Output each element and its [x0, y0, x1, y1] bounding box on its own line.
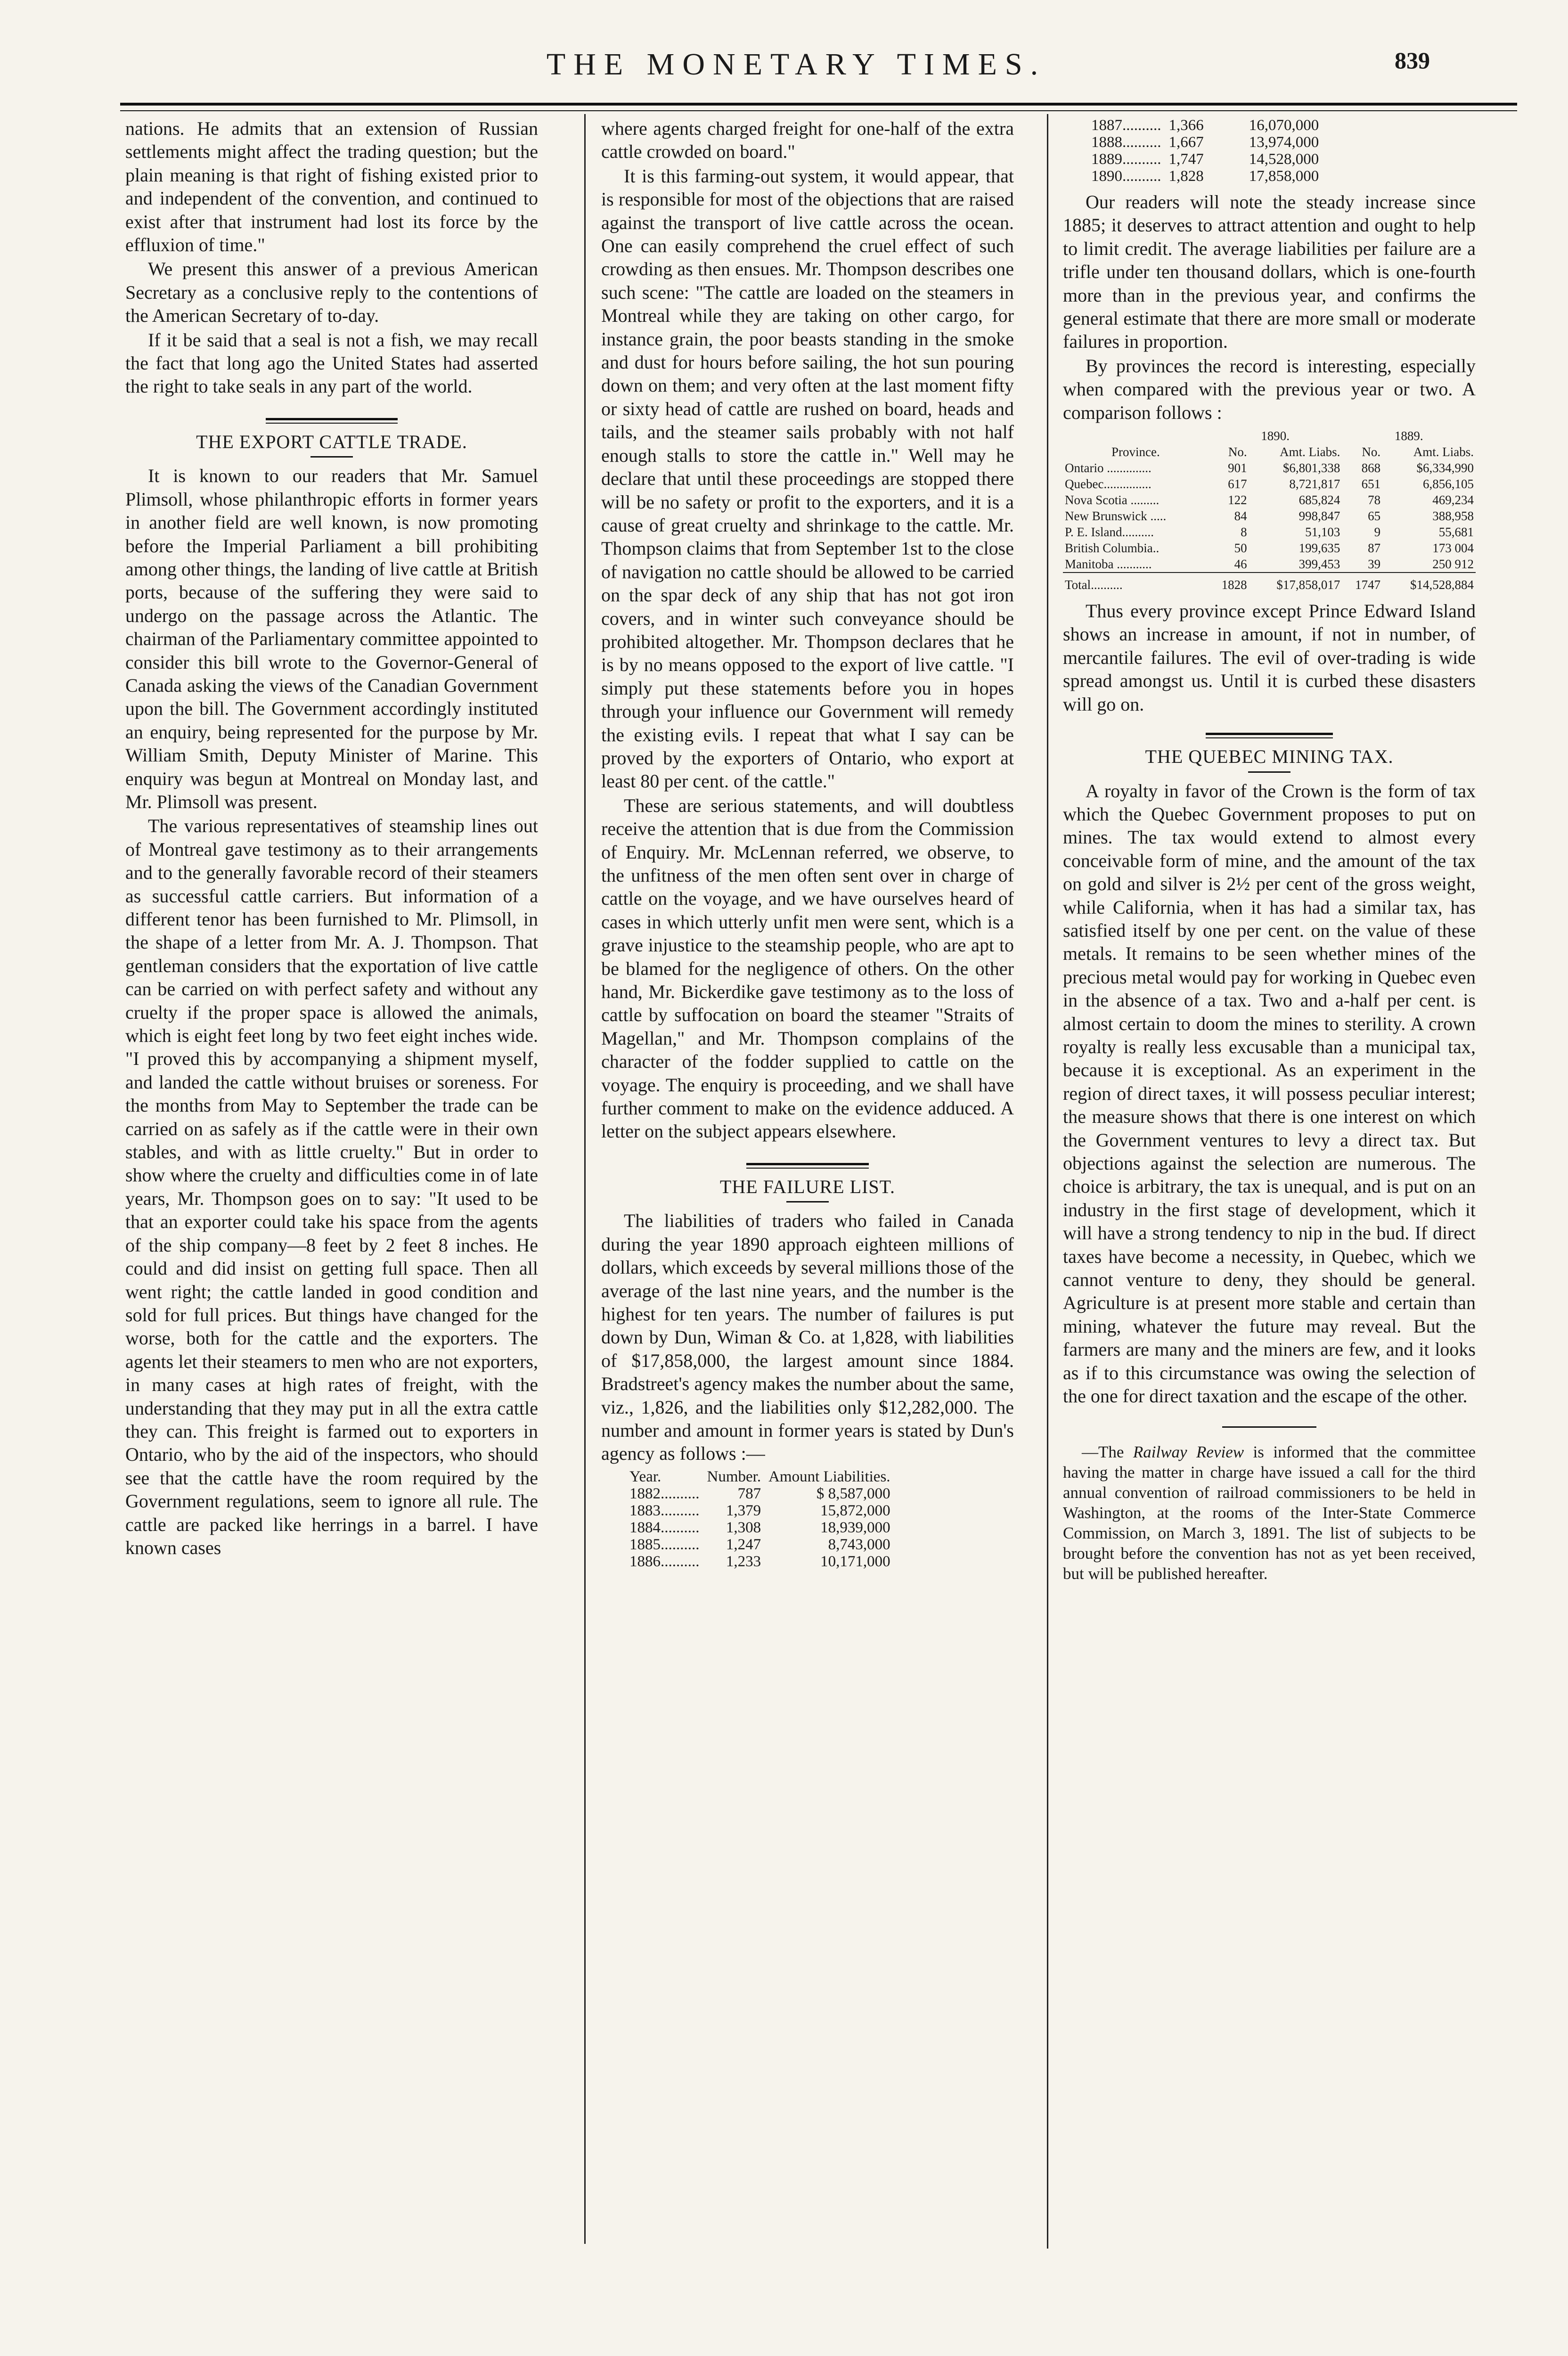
table-cell: 10,171,000 — [820, 1553, 890, 1570]
failures-by-province-table — [1063, 428, 1476, 593]
table-cell: British Columbia.. — [1065, 541, 1160, 556]
table-cell: 1,308 — [726, 1519, 761, 1536]
note-text: —The — [1082, 1443, 1133, 1462]
failures-by-year-table — [601, 1468, 1014, 1570]
table-cell: 1888.......... — [1091, 134, 1161, 151]
table-cell: 15,872,000 — [820, 1502, 890, 1519]
table-cell: 1,667 — [1168, 134, 1204, 151]
table-row — [629, 1553, 898, 1570]
table-cell: 50 — [1234, 541, 1247, 556]
divider — [1222, 1426, 1316, 1428]
table-cell: 55,681 — [1438, 525, 1474, 540]
section-rule — [266, 418, 398, 424]
paragraph: It is known to our readers that Mr. Samuel Plimsoll, whose philanthropic efforts in former years in another field are well known, is now promoting before the Imperial Parliament a bill prohibiting among other things, the landing of live cattle at British ports, because of the suffering they were said to undergo on the passage across the Atlantic. The chairman of the Parliamentary committee appointed to consider this bill wrote to the Governor-General of Canada asking the views of the Canadian Government upon the bill. The Government accordingly instituted an enquiry, being represented for the purpose by Mr. William Smith, Deputy Minister of Marine. This enquiry was begun at Montreal on Monday last, and Mr. Plimsoll was present. — [125, 465, 538, 812]
table-cell: 46 — [1234, 557, 1247, 572]
section-heading: THE FAILURE LIST. — [719, 1176, 896, 1197]
news-note — [1063, 1442, 1476, 1584]
table-cell: 65 — [1368, 509, 1381, 524]
table-cell: 1,379 — [726, 1502, 761, 1519]
column-divider — [584, 114, 586, 2244]
table-cell: 250 912 — [1432, 557, 1474, 572]
table-row — [629, 1519, 898, 1536]
paragraph: The various representatives of steamship lines out of Montreal gave testimony as to their arrangements and to the generally favorable record of their steamers as successful cattle carriers. But information of a different tenor has been furnished to Mr. Plimsoll, in the shape of a letter from Mr. A. J. Thompson. That gentleman considers that the exportation of live cattle can be carried on with perfect safety and without any cruelty if the proper space is allowed the animals, which is eight feet long by two feet eight inches wide. "I proved this by accompanying a shipment myself, and landed the cattle without bruises or soreness. For the months from May to September the trade can be carried on as safely as if the cattle were in their own stables, and with as little cruelty." But in order to show where the cruelty and difficulties come in of late years, Mr. Thompson goes on to say: "It used to be that an exporter could take his space from the agents of the ship company—8 feet by 2 feet 8 inches. He could and did insist on getting full space. Then all went right; the cattle landed in good condition and sold for full prices. But things have changed for the worse, both for the cattle and the exporters. The agents let their steamers to men who are not exporters, in many cases at high rates of freight, with the understanding that they may put in all the extra cattle they can. This freight is farmed out to exporters in Ontario, who by the aid of the inspectors, who should see that the cattle have the room required by the Government regulations, seem to ignore all rule. The cattle are packed like herrings in a barrel. I have known cases — [125, 815, 538, 1558]
table-cell: $6,801,338 — [1282, 461, 1340, 475]
table-cell: Manitoba ........... — [1065, 557, 1152, 572]
table-cell: 1885.......... — [629, 1536, 700, 1553]
table-header-row — [629, 1468, 898, 1485]
paragraph: By provinces the record is interesting, especially when compared with the previous year or two. A comparison follows : — [1063, 355, 1476, 423]
column-header: Amount Liabilities. — [768, 1468, 890, 1485]
table-cell: 1747 — [1342, 573, 1382, 593]
table-row — [629, 1536, 898, 1553]
table-cell: $14,528,884 — [1382, 573, 1476, 593]
paragraph: Our readers will note the steady increase since 1885; it deserves to attract attention and ought to help to limit credit. The average liabilities per failure are a trifle under ten thousand dollars, which is one-fourth more than in the previous year, and confirms the general estimate that there are more small or moderate failures in proportion. — [1063, 191, 1476, 352]
section-heading: THE EXPORT CATTLE TRADE. — [196, 431, 467, 452]
table-cell: 78 — [1368, 493, 1381, 507]
paragraph: We present this answer of a previous American Secretary as a conclusive reply to the contentions of the American Secretary of to-day. — [125, 258, 538, 327]
table-cell: 199,635 — [1298, 541, 1340, 556]
column-header: Number. — [707, 1468, 761, 1485]
table-cell: Ontario .............. — [1065, 461, 1152, 475]
publication-name: Railway Review — [1133, 1443, 1244, 1462]
table-cell: $6,334,990 — [1416, 461, 1474, 475]
column-header: No. — [1362, 445, 1381, 459]
table-row — [1063, 508, 1476, 524]
table-cell: 6,856,105 — [1423, 477, 1474, 491]
table-row — [1091, 117, 1326, 134]
table-cell: P. E. Island.......... — [1065, 525, 1154, 540]
heading-underline — [310, 456, 353, 458]
table-cell: 9 — [1374, 525, 1381, 540]
paragraph: These are serious statements, and will doubtless receive the attention that is due from the Commission of Enquiry. Mr. McLennan referred, we observe, to the unfitness of the men often sent over in charge of cattle on the voyage, and we have ourselves heard of cases in which utterly unfit men were sent, which is a grave injustice to the steamship people, who are apt to be blamed for the negligence of others. On the other hand, Mr. Bickerdike gave testimony as to the loss of cattle by suffocation on board the steamer "Straits of Magellan," and Mr. Thompson complains of the character of the fodder supplied to cattle on the voyage. The enquiry is proceeding, and we shall have further comment to make on the evidence adduced. A letter on the subject appears elsewhere. — [601, 794, 1014, 1142]
table-row — [1063, 524, 1476, 540]
failures-by-year-table-continued — [1063, 117, 1476, 185]
table-cell: 399,453 — [1298, 557, 1340, 572]
table-cell: Nova Scotia ......... — [1065, 493, 1160, 507]
table-row — [1063, 460, 1476, 476]
table-year-row — [1063, 428, 1476, 444]
paragraph: nations. He admits that an extension of Russian settlements might affect the trading question; but the plain meaning is that right of fishing existed prior to and independent of the convention, and continued to exist after that instrument had lost its force by the effluxion of time." — [125, 118, 538, 256]
table-cell: 13,974,000 — [1249, 134, 1319, 151]
page-number: 839 — [1395, 47, 1430, 74]
table-cell: 1,366 — [1168, 117, 1204, 134]
paragraph: If it be said that a seal is not a fish, we may recall the fact that long ago the United States had asserted the right to take seals in any part of the world. — [125, 329, 538, 397]
column-header: Amt. Liabs. — [1280, 445, 1340, 459]
table-cell: 1890.......... — [1091, 168, 1161, 185]
table-cell: Total.......... — [1063, 573, 1209, 593]
table-cell: 51,103 — [1305, 525, 1340, 540]
table-cell: 122 — [1228, 493, 1247, 507]
table-cell: 651 — [1361, 477, 1381, 491]
table-cell: $ 8,587,000 — [816, 1485, 890, 1502]
column-group-header: 1889. — [1394, 429, 1423, 443]
table-row — [1091, 134, 1326, 151]
table-cell: 998,847 — [1298, 509, 1340, 524]
column-3 — [1063, 117, 1476, 1584]
table-cell: 1883.......... — [629, 1502, 700, 1519]
table-cell: New Brunswick ..... — [1065, 509, 1167, 524]
table-cell: 1,828 — [1168, 168, 1204, 185]
table-cell: 14,528,000 — [1249, 151, 1319, 168]
table-cell: 617 — [1228, 477, 1247, 491]
heading-underline — [1248, 771, 1290, 773]
table-cell: 1,747 — [1168, 151, 1204, 168]
heading-underline — [786, 1201, 829, 1203]
section-rule — [1206, 733, 1333, 738]
table-cell: 8 — [1241, 525, 1247, 540]
column-header: Year. — [629, 1468, 662, 1485]
table-cell: 1886.......... — [629, 1553, 700, 1570]
table-row — [629, 1485, 898, 1502]
table-cell: 1,233 — [726, 1553, 761, 1570]
table-cell: 84 — [1234, 509, 1247, 524]
table-row — [1063, 556, 1476, 573]
paragraph: where agents charged freight for one-half of the extra cattle crowded on board." — [601, 118, 1014, 163]
table-cell: 901 — [1228, 461, 1247, 475]
table-row — [1063, 492, 1476, 508]
table-row — [1063, 540, 1476, 556]
masthead: THE MONETARY TIMES. — [546, 47, 1046, 82]
table-cell: 8,721,817 — [1289, 477, 1340, 491]
table-total-row — [1063, 573, 1476, 593]
table-cell: 1882.......... — [629, 1485, 700, 1502]
table-cell: 1,247 — [726, 1536, 761, 1553]
column-header: Amt. Liabs. — [1413, 445, 1474, 459]
header-rule — [120, 103, 1517, 111]
table-header-row — [1063, 444, 1476, 460]
table-row — [1091, 151, 1326, 168]
table-cell: Quebec............... — [1065, 477, 1152, 491]
column-2 — [601, 117, 1014, 1576]
column-group-header: 1890. — [1261, 429, 1290, 443]
column-1 — [125, 117, 538, 1560]
paragraph: A royalty in favor of the Crown is the form of tax which the Quebec Government proposes to put on mines. The tax would extend to almost every conceivable form of mine, and the amount of the tax on gold and silver is 2½ per cent of the gross weight, while California, when it has had a similar tax, has satisfied itself by one per cent. on the value of these metals. It remains to be seen whether mines of the precious metal would pay for working in Quebec even in the absence of a tax. Two and a-half per cent. is almost certain to doom the mines to sterility. A crown royalty is really less excusable than a municipal tax, because it is exceptional. As an experiment in the region of direct taxes, it will possess peculiar interest; the measure shows that there is one interest on which the Government ventures to levy a direct tax. But objections against the selection are numerous. The choice is arbitrary, the tax is unequal, and is put on an industry in the first stage of development, which it will have a strong tendency to nip in the bud. If direct taxes have become a necessity, in Quebec, which we cannot venture to deny, they should be general. Agriculture is at present more stable and certain than mining, whatever the future may reveal. But the farmers are many and the miners are few, and it looks as if to this circumstance was owing the selection of the one for direct taxation and the escape of the other. — [1063, 780, 1476, 1407]
section-rule — [746, 1163, 869, 1169]
table-cell: 469,234 — [1432, 493, 1474, 507]
paragraph: Thus every province except Prince Edward Island shows an increase in amount, if not in number, of mercantile failures. The evil of over-trading is wide spread amongst us. Until it is curbed these disasters will go on. — [1063, 600, 1476, 715]
column-divider — [1047, 114, 1048, 2249]
table-cell: 1828 — [1209, 573, 1249, 593]
table-cell: 1889.......... — [1091, 151, 1161, 168]
table-cell: $17,858,017 — [1249, 573, 1342, 593]
table-cell: 87 — [1368, 541, 1381, 556]
table-cell: 685,824 — [1298, 493, 1340, 507]
paragraph: The liabilities of traders who failed in Canada during the year 1890 approach eighteen millions of dollars, which exceeds by several millions those of the average of the last nine years, and the number is the highest for ten years. The number of failures is put down by Dun, Wiman & Co. at 1,828, with liabilities of $17,858,000, the largest amount since 1884. Bradstreet's agency makes the number about the same, viz., 1,826, and the liabilities only $12,282,000. The number and amount in former years is stated by Dun's agency as follows :— — [601, 1210, 1014, 1464]
table-row — [1063, 476, 1476, 492]
table-cell: 1887.......... — [1091, 117, 1161, 134]
table-cell: 8,743,000 — [828, 1536, 890, 1553]
table-cell: 18,939,000 — [820, 1519, 890, 1536]
page-edge — [0, 2215, 1568, 2219]
column-header: Province. — [1111, 445, 1160, 459]
table-cell: 39 — [1368, 557, 1381, 572]
paragraph: It is this farming-out system, it would appear, that is responsible for most of the objections that are raised against the transport of live cattle across the ocean. One can easily comprehend the cruel effect of such crowding as then ensues. Mr. Thompson describes one such scene: "The cattle are loaded on the steamers in Montreal while they are taking on other cargo, for instance grain, the poor beasts standing in the smoke and dust for hours before sailing, the hot sun pouring down on them; and very often at the last moment fifty or sixty head of cattle are rushed on board, heads and tails, and the steamer sails probably with not half enough stalls to store the cattle in." Well may he declare that until these proceedings are stopped there will be no safety or profit to the exporters, and it is a cause of great cruelty and shrinkage to the cattle. Mr. Thompson claims that from September 1st to the close of navigation no cattle should be allowed to be carried on the spar deck of any ship that has not got iron covers, and in winter such conveyance should be prohibited altogether. Mr. Thompson declares that he is by no means opposed to the export of live cattle. "I simply put these statements before you in hopes through your influence our Government will remedy the existing evils. I repeat that what I say can be proved by the exporters of Ontario, who export at least 80 per cent. of the cattle." — [601, 165, 1014, 792]
table-cell: 173 004 — [1432, 541, 1474, 556]
table-cell: 1884.......... — [629, 1519, 700, 1536]
section-heading: THE QUEBEC MINING TAX. — [1145, 746, 1394, 768]
table-cell: 787 — [737, 1485, 761, 1502]
table-cell: 868 — [1361, 461, 1381, 475]
table-row — [629, 1502, 898, 1519]
table-cell: 16,070,000 — [1249, 117, 1319, 134]
note-text: is informed that the committee having the matter in charge have issued a call for the third annual convention of railroad commissioners to be held in Washington, at the rooms of the Inter-State Commerce Commission, on March 3, 1891. The list of subjects to be brought before the convention has not as yet been received, but will be published hereafter. — [1063, 1443, 1476, 1583]
column-header: No. — [1228, 445, 1247, 459]
table-row — [1091, 168, 1326, 185]
table-cell: 17,858,000 — [1249, 168, 1319, 185]
table-cell: 388,958 — [1432, 509, 1474, 524]
